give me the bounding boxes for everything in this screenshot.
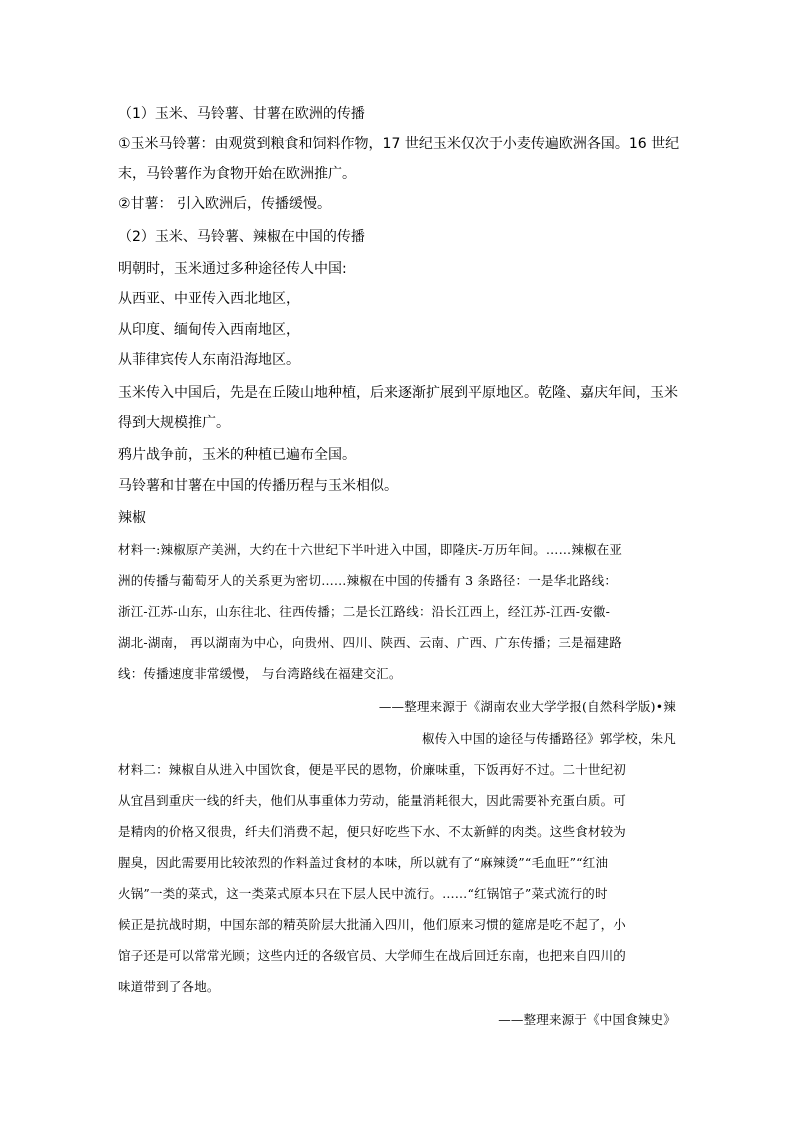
paragraph-line: ①玉米马铃薯：由观赏到粮食和饲料作物，17 世纪玉米仅次于小麦传遍欧洲各国。16 世纪 (118, 136, 680, 152)
paragraph-line: 玉米传入中国后，先是在丘陵山地种植，后来逐渐扩展到平原地区。乾隆、嘉庆年间，玉米 (118, 385, 678, 401)
paragraph-line: 末，马铃薯作为食物开始在欧洲推广。 (118, 166, 356, 182)
section-heading-europe: （1）玉米、马铃薯、甘薯在欧洲的传播 (118, 106, 365, 122)
material-1-line: 洲的传播与葡萄牙人的关系更为密切……辣椒在中国的传播有 3 条路径：一是华北路线： (118, 573, 618, 588)
material-2-line: 是精肉的价格又很贵，纤夫们消费不起，便只好吃些下水、不太新鲜的肉类。这些食材较为 (118, 824, 627, 839)
paragraph-line: ②甘薯： 引入欧洲后，传播缓慢。 (118, 196, 332, 212)
paragraph-line: 从菲律宾传人东南沿海地区。 (118, 352, 300, 368)
material-1-line: 线：传播速度非常缓慢， 与台湾路线在福建交汇。 (118, 666, 402, 681)
material-1-source: ——整理来源于《湖南农业大学学报(自然科学版)•辣 (378, 699, 676, 714)
material-1-source: 椒传入中国的途径与传播路径》郭学校，朱凡 (421, 731, 676, 746)
material-1-line: 湖北-湖南， 再以湖南为中心，向贵州、四川、陕西、云南、广西、广东传播；三是福建路 (118, 635, 622, 650)
paragraph-line: 马铃薯和甘薯在中国的传播历程与玉米相似。 (118, 478, 398, 494)
paragraph-line: 得到大规模推广。 (118, 415, 230, 431)
material-2-line: 从宜昌到重庆一线的纤夫，他们从事重体力劳动，能量消耗很大，因此需要补充蛋白质。可 (118, 793, 627, 808)
material-2-line: 材料二：辣椒自从进入中国饮食，便是平民的恩物，价廉味重，下饭再好不过。二十世纪初 (118, 762, 627, 777)
material-1-line: 材料一:辣椒原产美洲，大约在十六世纪下半叶进入中国，即隆庆-万历年间。……辣椒在亚 (118, 542, 623, 557)
paragraph-line: 明朝时，玉米通过多种途径传人中国: (118, 261, 347, 277)
material-2-line: 馆子还是可以常常光顾；这些内迁的各级官员、大学师生在战后回迁东南，也把来自四川的 (118, 948, 627, 963)
material-2-line: 火锅”一类的菜式，这一类菜式原本只在下层人民中流行。……“红锅馆子”菜式流行的时 (118, 886, 608, 901)
section-heading-china: （2）玉米、马铃薯、辣椒在中国的传播 (118, 229, 365, 245)
material-2-source: ——整理来源于《中国食辣史》 (498, 1012, 676, 1027)
subheading-chili: 辣椒 (118, 510, 146, 526)
paragraph-line: 从印度、缅甸传入西南地区， (118, 322, 300, 338)
material-2-line: 候正是抗战时期，中国东部的精英阶层大批涌入四川，他们原来习惯的筵席是吃不起了，小 (118, 917, 627, 932)
material-2-line: 腥臭，因此需要用比较浓烈的作料盖过食材的本味，所以就有了“麻辣烫”“毛血旺”“红油 (118, 855, 609, 870)
material-2-line: 味道带到了各地。 (118, 979, 220, 994)
material-1-line: 浙江-江苏-山东，山东往北、往西传播；二是长江路线：沿长江西上，经江苏-江西-安徽- (118, 604, 611, 619)
paragraph-line: 从西亚、中亚传入西北地区， (118, 291, 300, 307)
paragraph-line: 鸦片战争前，玉米的种植已遍布全国。 (118, 447, 356, 463)
